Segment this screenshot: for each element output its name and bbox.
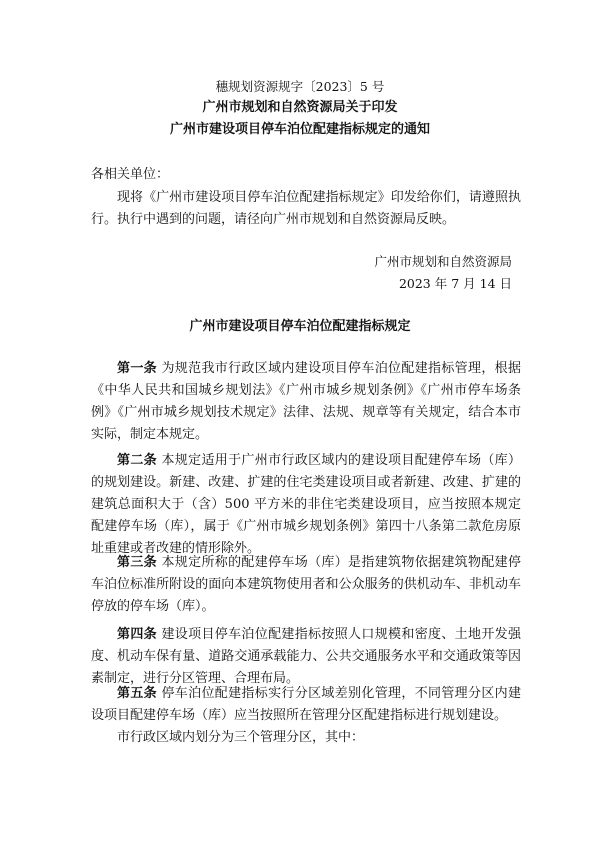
article-label: 第一条 <box>117 361 157 376</box>
management-zones-intro: 市行政区域内划分为三个管理分区，其中： <box>117 730 365 745</box>
article-label: 第四条 <box>117 627 157 642</box>
document-number: 穗规划资源规字〔2023〕5 号 <box>215 79 385 94</box>
article-text: 停车泊位配建指标实行分区域差别化管理，不同管理分区内建设项目配建停车场（库）应当按照所在管理分区配建指标进行规划建设。 <box>91 686 521 723</box>
article-4 <box>91 624 521 690</box>
notice-body: 现将《广州市建设项目停车泊位配建指标规定》印发给你们，请遵照执行。执行中遇到的问题，请径向广州市规划和自然资源局反映。 <box>91 190 521 227</box>
issuing-authority: 广州市规划和自然资源局 <box>374 254 512 269</box>
article-text: 为规范我市行政区域内建设项目停车泊位配建指标管理，根据《中华人民共和国城乡规划法》《广州市城乡规划条例》《广州市停车场条例》《广州市城乡规划技术规定》法律、法规、规章等有关规定，结合本市实际，制定本规定。 <box>91 361 521 442</box>
article-label: 第二条 <box>117 453 157 468</box>
issue-date: 2023 年 7 月 14 日 <box>398 276 512 291</box>
article-text: 本规定所称的配建停车场（库）是指建筑物依据建筑物配建停车泊位标准所附设的面向本建筑物使用者和公众服务的供机动车、非机动车停放的停车场（库）。 <box>91 555 521 614</box>
salutation: 各相关单位： <box>91 167 170 182</box>
article-5 <box>91 683 521 727</box>
article-2 <box>91 450 521 560</box>
notice-title-line-2: 广州市建设项目停车泊位配建指标规定的通知 <box>169 122 430 137</box>
article-text: 本规定适用于广州市行政区域内的建设项目配建停车场（库）的规划建设。新建、改建、扩建的住宅类建设项目或者新建、改建、扩建的建筑总面积大于（含）500 平方米的非住宅类建设项目，应当按照本规定配建停车场（库），属于《广州市城乡规划条例》第四十八条第二款危房原址重建或者改建的情形除外。 <box>91 453 521 556</box>
article-1 <box>91 358 521 446</box>
article-3 <box>91 552 521 618</box>
article-label: 第三条 <box>117 555 157 570</box>
regulation-title: 广州市建设项目停车泊位配建指标规定 <box>189 319 411 334</box>
article-label: 第五条 <box>117 686 157 701</box>
article-text: 建设项目停车泊位配建指标按照人口规模和密度、土地开发强度、机动车保有量、道路交通承载能力、公共交通服务水平和交通政策等因素制定，进行分区管理、合理布局。 <box>91 627 521 686</box>
notice-title-line-1: 广州市规划和自然资源局关于印发 <box>202 100 398 115</box>
